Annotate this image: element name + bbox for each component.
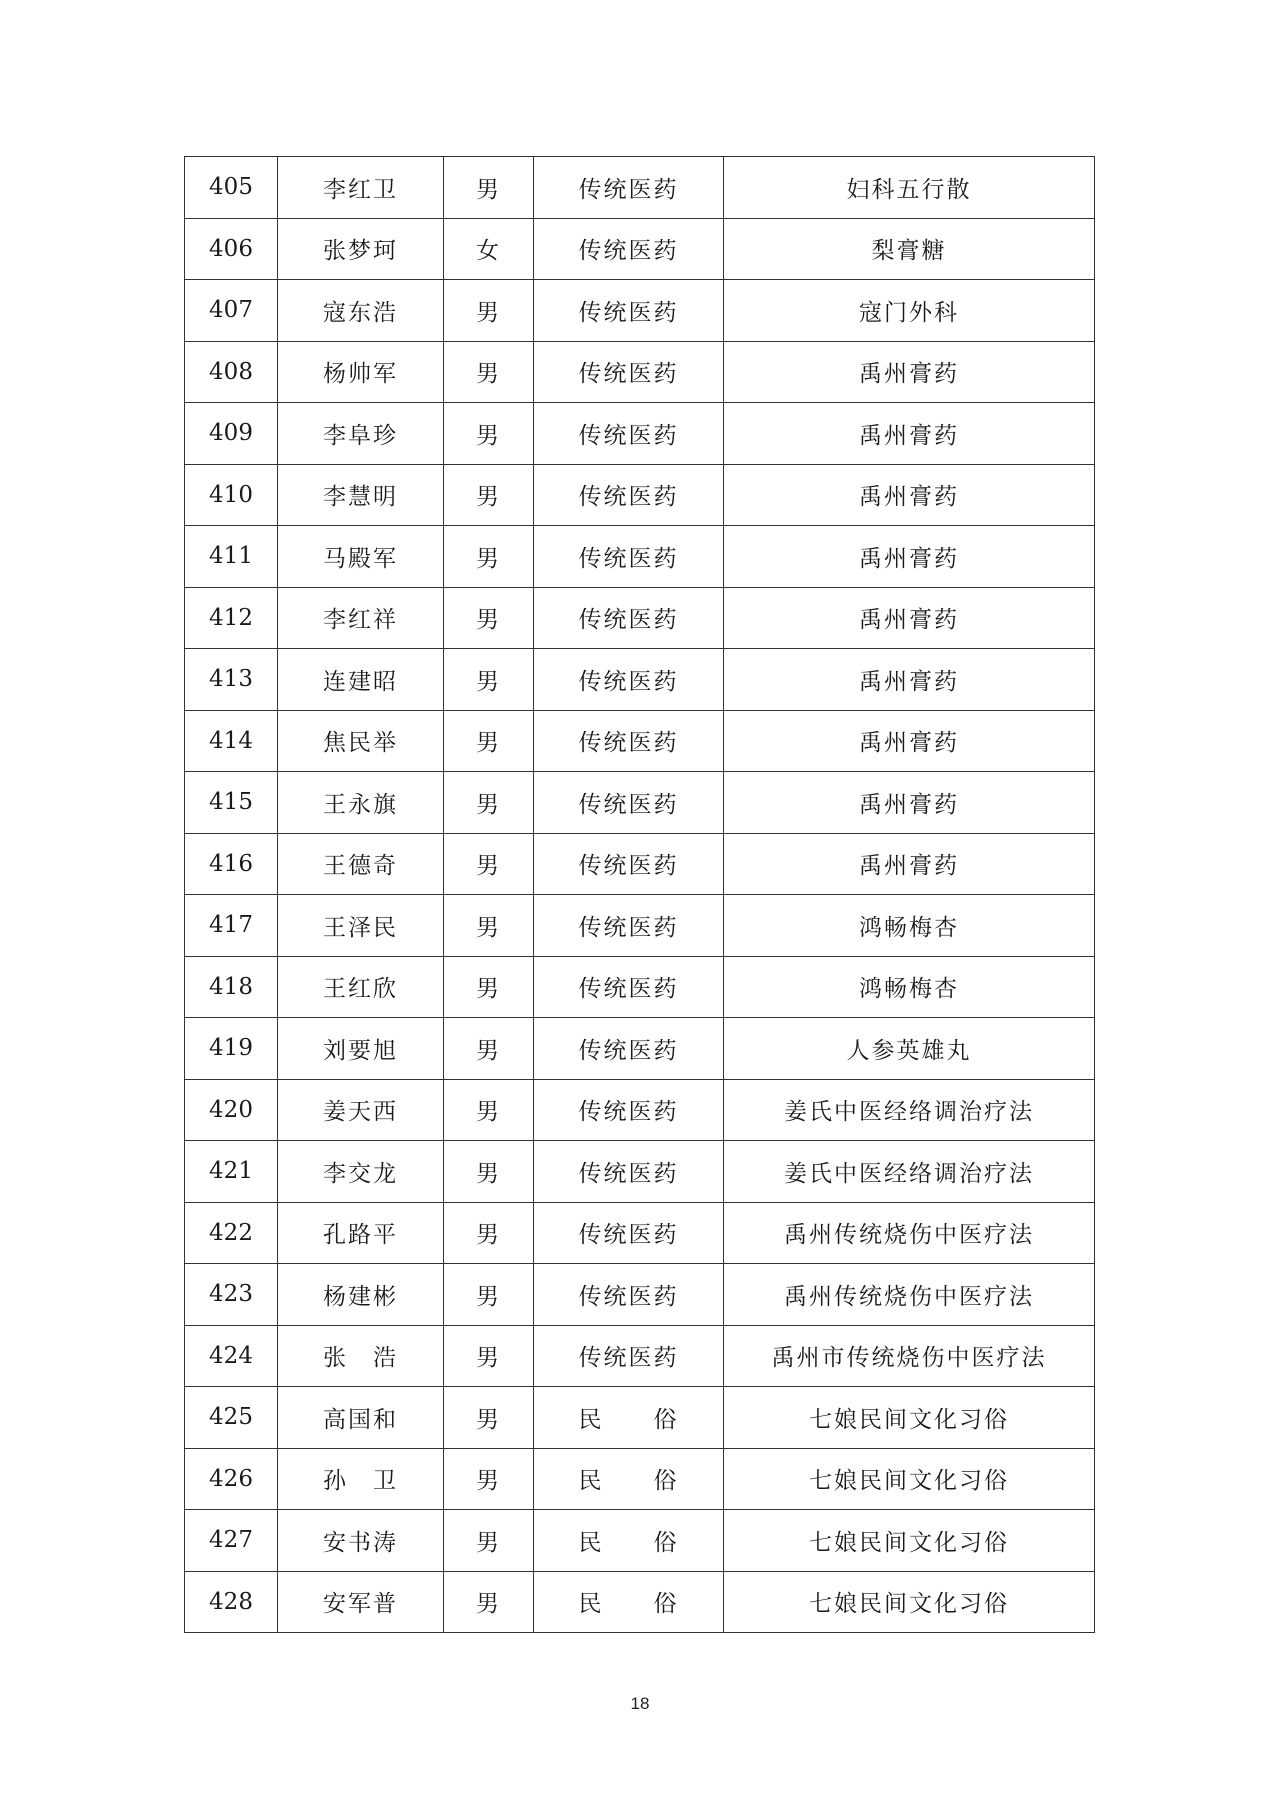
- project-name: 禹州膏药: [724, 526, 1095, 588]
- category: 传统医药: [534, 710, 724, 772]
- row-number: 405: [185, 157, 278, 219]
- project-name: 妇科五行散: [724, 157, 1095, 219]
- project-name: 七娘民间文化习俗: [724, 1387, 1095, 1449]
- table-row: [185, 772, 1095, 834]
- project-name: 禹州膏药: [724, 710, 1095, 772]
- row-number: 425: [185, 1387, 278, 1449]
- row-number: 424: [185, 1325, 278, 1387]
- person-name: 杨帅军: [278, 341, 444, 403]
- project-name: 七娘民间文化习俗: [724, 1510, 1095, 1572]
- table-row: [185, 1018, 1095, 1080]
- gender: 男: [444, 1510, 534, 1572]
- gender: 男: [444, 1018, 534, 1080]
- project-name: 禹州市传统烧伤中医疗法: [724, 1325, 1095, 1387]
- project-name: 梨膏糖: [724, 218, 1095, 280]
- category: 民 俗: [534, 1387, 724, 1449]
- category: 传统医药: [534, 1141, 724, 1203]
- table-row: [185, 649, 1095, 711]
- row-number: 407: [185, 280, 278, 342]
- table-row: [185, 403, 1095, 465]
- category: 民 俗: [534, 1448, 724, 1510]
- gender: 女: [444, 218, 534, 280]
- row-number: 413: [185, 649, 278, 711]
- table-row: [185, 1510, 1095, 1572]
- project-name: 禹州膏药: [724, 341, 1095, 403]
- table-row: [185, 1141, 1095, 1203]
- category: 传统医药: [534, 526, 724, 588]
- row-number: 412: [185, 587, 278, 649]
- table-row: [185, 341, 1095, 403]
- table-row: [185, 710, 1095, 772]
- table-row: [185, 464, 1095, 526]
- project-name: 姜氏中医经络调治疗法: [724, 1141, 1095, 1203]
- project-name: 鸿畅梅杏: [724, 956, 1095, 1018]
- roster-table-container: [184, 156, 1094, 1633]
- row-number: 422: [185, 1202, 278, 1264]
- category: 传统医药: [534, 341, 724, 403]
- project-name: 寇门外科: [724, 280, 1095, 342]
- page-number: 18: [630, 1694, 650, 1713]
- person-name: 李慧明: [278, 464, 444, 526]
- gender: 男: [444, 1448, 534, 1510]
- project-name: 禹州膏药: [724, 464, 1095, 526]
- row-number: 427: [185, 1510, 278, 1572]
- person-name: 高国和: [278, 1387, 444, 1449]
- row-number: 414: [185, 710, 278, 772]
- table-row: [185, 1202, 1095, 1264]
- row-number: 406: [185, 218, 278, 280]
- person-name: 张梦珂: [278, 218, 444, 280]
- gender: 男: [444, 1387, 534, 1449]
- category: 传统医药: [534, 956, 724, 1018]
- project-name: 禹州传统烧伤中医疗法: [724, 1264, 1095, 1326]
- person-name: 连建昭: [278, 649, 444, 711]
- table-row: [185, 895, 1095, 957]
- person-name: 王泽民: [278, 895, 444, 957]
- roster-table: [184, 156, 1095, 1633]
- row-number: 419: [185, 1018, 278, 1080]
- table-row: [185, 1325, 1095, 1387]
- table-row: [185, 833, 1095, 895]
- person-name: 王红欣: [278, 956, 444, 1018]
- category: 传统医药: [534, 587, 724, 649]
- gender: 男: [444, 1141, 534, 1203]
- person-name: 李红祥: [278, 587, 444, 649]
- gender: 男: [444, 710, 534, 772]
- gender: 男: [444, 587, 534, 649]
- table-row: [185, 1387, 1095, 1449]
- person-name: 孙 卫: [278, 1448, 444, 1510]
- project-name: 禹州膏药: [724, 403, 1095, 465]
- table-row: [185, 157, 1095, 219]
- person-name: 张 浩: [278, 1325, 444, 1387]
- gender: 男: [444, 1325, 534, 1387]
- gender: 男: [444, 157, 534, 219]
- table-row: [185, 1571, 1095, 1633]
- table-row: [185, 218, 1095, 280]
- category: 传统医药: [534, 403, 724, 465]
- row-number: 423: [185, 1264, 278, 1326]
- gender: 男: [444, 1571, 534, 1633]
- person-name: 寇东浩: [278, 280, 444, 342]
- row-number: 409: [185, 403, 278, 465]
- person-name: 马殿军: [278, 526, 444, 588]
- category: 传统医药: [534, 157, 724, 219]
- category: 传统医药: [534, 280, 724, 342]
- gender: 男: [444, 895, 534, 957]
- person-name: 李阜珍: [278, 403, 444, 465]
- row-number: 420: [185, 1079, 278, 1141]
- category: 传统医药: [534, 1018, 724, 1080]
- person-name: 刘要旭: [278, 1018, 444, 1080]
- person-name: 安军普: [278, 1571, 444, 1633]
- row-number: 408: [185, 341, 278, 403]
- category: 传统医药: [534, 649, 724, 711]
- project-name: 七娘民间文化习俗: [724, 1448, 1095, 1510]
- table-row: [185, 1264, 1095, 1326]
- project-name: 人参英雄丸: [724, 1018, 1095, 1080]
- row-number: 426: [185, 1448, 278, 1510]
- person-name: 李红卫: [278, 157, 444, 219]
- category: 传统医药: [534, 218, 724, 280]
- person-name: 杨建彬: [278, 1264, 444, 1326]
- gender: 男: [444, 1202, 534, 1264]
- row-number: 417: [185, 895, 278, 957]
- person-name: 王永旗: [278, 772, 444, 834]
- project-name: 鸿畅梅杏: [724, 895, 1095, 957]
- table-row: [185, 1079, 1095, 1141]
- category: 传统医药: [534, 1202, 724, 1264]
- person-name: 王德奇: [278, 833, 444, 895]
- gender: 男: [444, 1264, 534, 1326]
- project-name: 禹州膏药: [724, 649, 1095, 711]
- project-name: 七娘民间文化习俗: [724, 1571, 1095, 1633]
- table-row: [185, 956, 1095, 1018]
- project-name: 禹州膏药: [724, 587, 1095, 649]
- row-number: 410: [185, 464, 278, 526]
- gender: 男: [444, 956, 534, 1018]
- category: 民 俗: [534, 1571, 724, 1633]
- row-number: 416: [185, 833, 278, 895]
- category: 民 俗: [534, 1510, 724, 1572]
- gender: 男: [444, 464, 534, 526]
- category: 传统医药: [534, 833, 724, 895]
- person-name: 孔路平: [278, 1202, 444, 1264]
- gender: 男: [444, 526, 534, 588]
- table-row: [185, 280, 1095, 342]
- table-row: [185, 526, 1095, 588]
- gender: 男: [444, 649, 534, 711]
- row-number: 428: [185, 1571, 278, 1633]
- person-name: 安书涛: [278, 1510, 444, 1572]
- project-name: 禹州膏药: [724, 772, 1095, 834]
- gender: 男: [444, 341, 534, 403]
- row-number: 411: [185, 526, 278, 588]
- gender: 男: [444, 772, 534, 834]
- project-name: 禹州传统烧伤中医疗法: [724, 1202, 1095, 1264]
- person-name: 焦民举: [278, 710, 444, 772]
- roster-table-body: [185, 157, 1095, 1633]
- person-name: 姜天西: [278, 1079, 444, 1141]
- gender: 男: [444, 1079, 534, 1141]
- category: 传统医药: [534, 895, 724, 957]
- category: 传统医药: [534, 1325, 724, 1387]
- category: 传统医药: [534, 772, 724, 834]
- row-number: 421: [185, 1141, 278, 1203]
- project-name: 禹州膏药: [724, 833, 1095, 895]
- table-row: [185, 587, 1095, 649]
- gender: 男: [444, 280, 534, 342]
- gender: 男: [444, 833, 534, 895]
- table-row: [185, 1448, 1095, 1510]
- category: 传统医药: [534, 464, 724, 526]
- project-name: 姜氏中医经络调治疗法: [724, 1079, 1095, 1141]
- row-number: 415: [185, 772, 278, 834]
- category: 传统医药: [534, 1079, 724, 1141]
- gender: 男: [444, 403, 534, 465]
- row-number: 418: [185, 956, 278, 1018]
- person-name: 李交龙: [278, 1141, 444, 1203]
- category: 传统医药: [534, 1264, 724, 1326]
